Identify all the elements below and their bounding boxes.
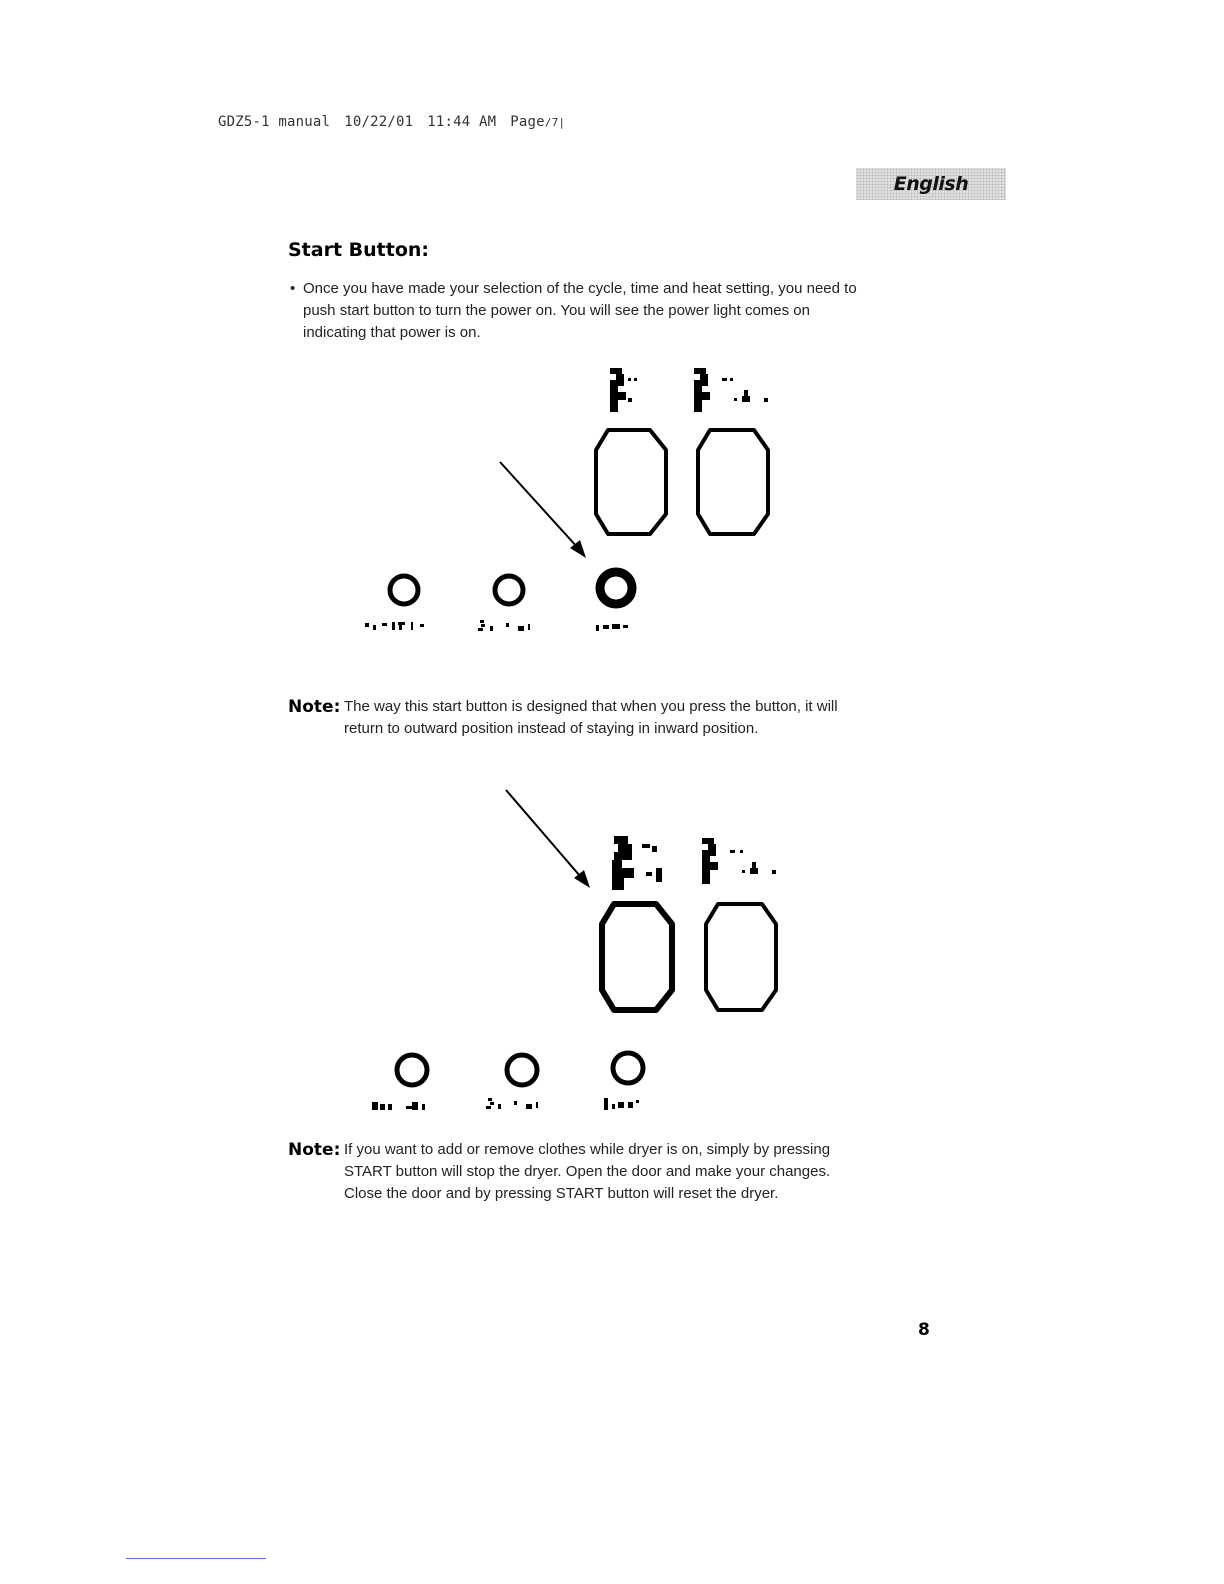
header-date: 10/22/01 (344, 114, 414, 130)
header-time: 11:44 AM (427, 114, 497, 130)
bullet-text: Once you have made your selection of the cycle, time and heat setting, you need to push start button to turn the power on. You will see the power light comes on indicating that power is on. (303, 280, 857, 341)
dial-knob-right-2 (706, 904, 776, 1010)
header-page-mark: /7| (544, 116, 566, 129)
note-1-text: The way this start button is designed that when you press the button, it will return to outward position instead of staying in inward position. (344, 698, 838, 737)
pointer-arrow-icon-2 (506, 790, 590, 888)
panel-label-marks-2 (372, 1098, 639, 1110)
page-number: 8 (918, 1320, 930, 1340)
section-heading: Start Button: (288, 239, 430, 261)
language-tab-label: English (893, 173, 969, 195)
start-button-icon-2 (613, 1053, 643, 1083)
dial-glyph-right-2 (702, 838, 776, 884)
note-1-label: Note: (288, 697, 341, 717)
note-2-text: If you want to add or remove clothes while dryer is on, simply by pressing START button will stop the dryer. Open the door and make your changes. Close the door and by pressing START button will reset the dryer. (344, 1141, 831, 1202)
indicator-light-middle-2 (507, 1055, 537, 1085)
note-2 (288, 1139, 868, 1205)
dial-knob-left-2 (602, 904, 672, 1010)
bullet-dot: • (290, 280, 296, 297)
header-file: GDZ5-1 manual (218, 114, 331, 130)
dial-glyph-left-2 (612, 836, 662, 890)
header-page-label: Page (510, 114, 545, 130)
indicator-light-left-2 (397, 1055, 427, 1085)
footer-rule (126, 1558, 266, 1559)
note-2-label: Note: (288, 1140, 341, 1160)
